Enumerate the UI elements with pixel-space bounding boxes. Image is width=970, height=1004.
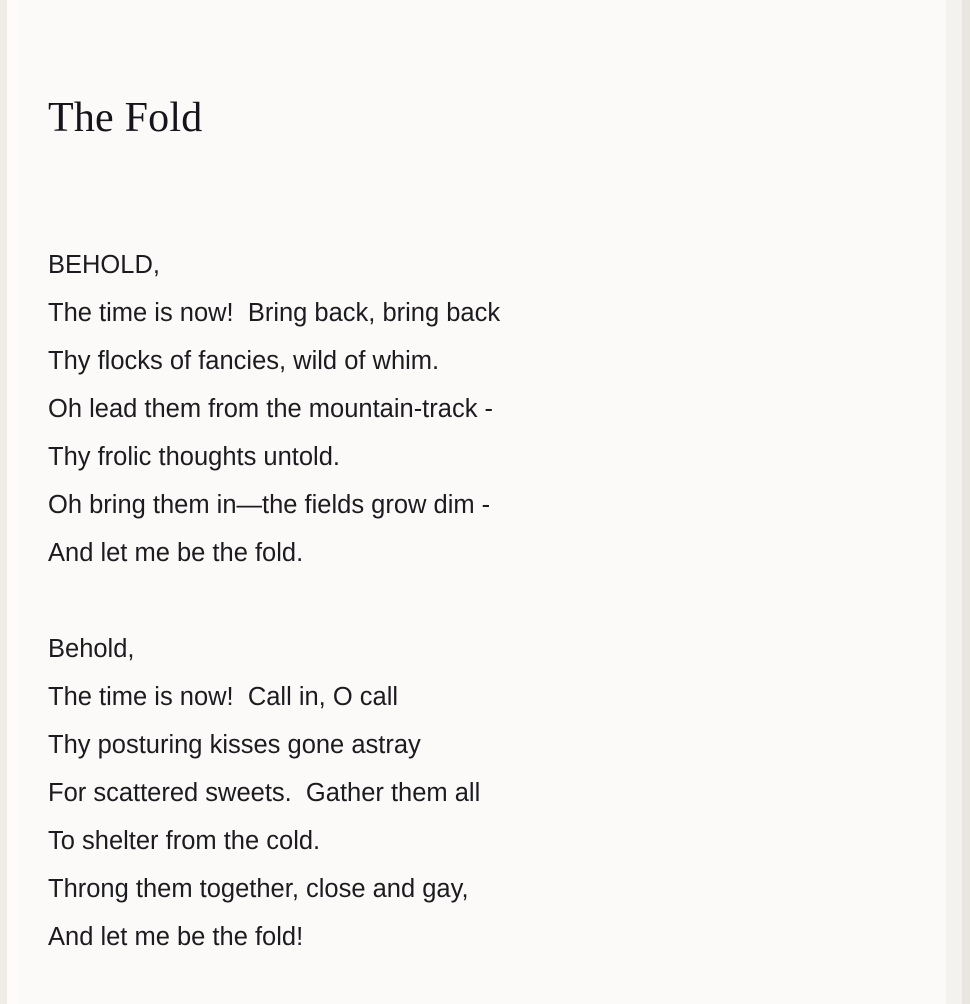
poem-line: And let me be the fold. [48, 539, 304, 568]
stanza-1 [48, 241, 908, 577]
poem-line: Behold, [48, 635, 135, 664]
poem-line: Thy flocks of fancies, wild of whim. [48, 347, 440, 376]
poem-line: Oh bring them in—the fields grow dim - [48, 491, 491, 520]
poem-line: And let me be the fold! [48, 923, 304, 952]
poem-line: The time is now! Call in, O call [48, 683, 399, 712]
poem-line: Throng them together, close and gay, [48, 875, 469, 904]
poem-line: For scattered sweets. Gather them all [48, 779, 481, 808]
stanza-2 [48, 625, 908, 961]
page-title: The Fold [48, 95, 203, 141]
poem-line: The time is now! Bring back, bring back [48, 299, 501, 328]
document-content [48, 0, 908, 961]
poem-line: Thy posturing kisses gone astray [48, 731, 421, 760]
poem-line: To shelter from the cold. [48, 827, 321, 856]
poem-line: BEHOLD, [48, 251, 160, 280]
poem-line: Thy frolic thoughts untold. [48, 443, 340, 472]
poem-line: Oh lead them from the mountain-track - [48, 395, 494, 424]
